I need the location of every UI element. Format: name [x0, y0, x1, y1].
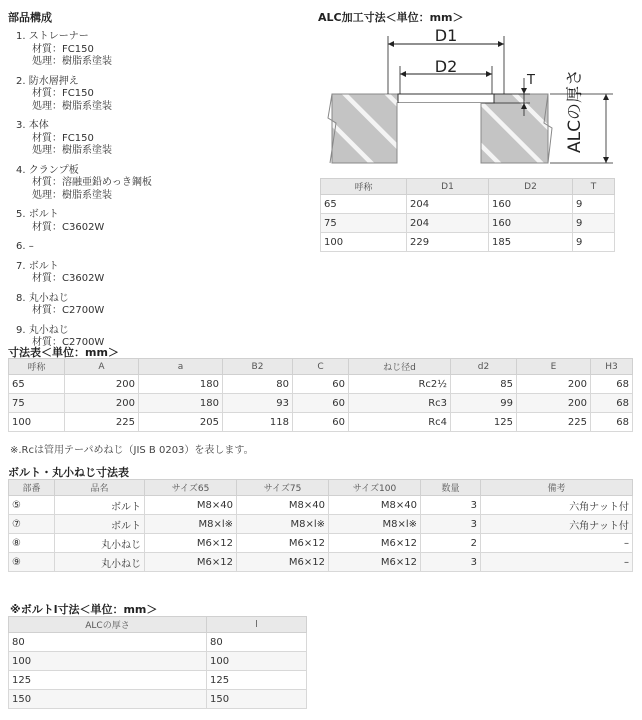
table-cell: 2: [421, 534, 481, 553]
part-detail: 材質：C3602W: [32, 273, 105, 284]
part-item: [16, 76, 308, 114]
table-cell: 68: [591, 375, 633, 394]
table-cell: M8×40: [237, 496, 329, 515]
column-header: d2: [451, 359, 517, 375]
column-header: C: [293, 359, 349, 375]
table-cell: ⑤: [9, 496, 55, 515]
dims-title: 寸法表＜単位：mm＞: [8, 346, 119, 359]
table-cell: 200: [65, 375, 139, 394]
alc-thickness-label: ALCの厚さ: [565, 69, 585, 153]
table-cell: 六角ナット付: [481, 496, 633, 515]
part-detail: 処理：樹脂系塗装: [32, 56, 112, 67]
table-cell: 200: [517, 375, 591, 394]
table-cell: 9: [573, 195, 615, 214]
column-header: ねじ径d: [349, 359, 451, 375]
table-cell: 204: [407, 214, 489, 233]
table-cell: M6×12: [329, 553, 421, 572]
table-cell: 80: [207, 633, 307, 652]
table-cell: M6×12: [329, 534, 421, 553]
boltl-title: ※ボルトl寸法＜単位：mm＞: [10, 603, 158, 616]
alc-table: [320, 178, 615, 252]
table-cell: –: [481, 553, 633, 572]
table-cell: 150: [207, 690, 307, 709]
table-cell: 3: [421, 496, 481, 515]
alc-slab-right: [481, 94, 548, 163]
part-item: [16, 293, 308, 318]
table-cell: M6×12: [237, 553, 329, 572]
part-item: [16, 31, 308, 69]
part-item: [16, 120, 308, 158]
part-label: 2. 防水層押え: [16, 75, 79, 87]
table-cell: 93: [223, 394, 293, 413]
column-header: E: [517, 359, 591, 375]
table-cell: 60: [293, 394, 349, 413]
alc-slab-left: [332, 94, 398, 163]
part-label: 4. クランプ板: [16, 164, 79, 176]
table-row: [9, 633, 307, 652]
column-header: A: [65, 359, 139, 375]
column-header: 数量: [421, 480, 481, 496]
table-row: [9, 652, 307, 671]
table-cell: 185: [489, 233, 573, 252]
table-cell: 60: [293, 413, 349, 432]
column-header: 呼称: [9, 359, 65, 375]
table-cell: 100: [9, 413, 65, 432]
table-cell: 225: [65, 413, 139, 432]
part-label: 1. ストレーナー: [16, 31, 89, 42]
table-cell: Rc2½: [349, 375, 451, 394]
bolts-table: [8, 479, 633, 572]
table-cell: M6×12: [145, 534, 237, 553]
table-cell: 100: [9, 652, 207, 671]
part-detail: 材質：溶融亜鉛めっき鋼板: [32, 177, 152, 188]
d2-label: D2: [434, 57, 458, 76]
d1-label: D1: [434, 28, 458, 45]
table-cell: 180: [139, 394, 223, 413]
table-row: [9, 671, 307, 690]
part-label: 8. 丸小ねじ: [16, 292, 69, 304]
table-cell: 229: [407, 233, 489, 252]
part-label: 7. ボルト: [16, 260, 59, 272]
part-item: [16, 241, 308, 254]
table-cell: ⑧: [9, 534, 55, 553]
table-cell: ボルト: [55, 496, 145, 515]
column-header: 品名: [55, 480, 145, 496]
table-cell: 160: [489, 195, 573, 214]
table-row: [9, 534, 633, 553]
part-detail: 材質：FC150: [32, 132, 94, 144]
part-item: [16, 165, 308, 203]
table-cell: ⑨: [9, 553, 55, 572]
table-cell: 160: [489, 214, 573, 233]
table-cell: 丸小ねじ: [55, 553, 145, 572]
part-label: 9. 丸小ねじ: [16, 324, 69, 336]
table-row: [9, 394, 633, 413]
table-cell: ボルト: [55, 515, 145, 534]
table-cell: 125: [207, 671, 307, 690]
table-row: [9, 496, 633, 515]
table-cell: 68: [591, 394, 633, 413]
table-row: [9, 690, 307, 709]
column-header: サイズ65: [145, 480, 237, 496]
table-cell: M8×l※: [145, 515, 237, 534]
table-cell: Rc3: [349, 394, 451, 413]
column-header: 部番: [9, 480, 55, 496]
table-row: [9, 413, 633, 432]
table-cell: 六角ナット付: [481, 515, 633, 534]
table-cell: 125: [451, 413, 517, 432]
table-cell: 3: [421, 515, 481, 534]
table-cell: 85: [451, 375, 517, 394]
dims-note: ※.Rcは管用テーパめねじ（JIS B 0203）を表します。: [10, 445, 254, 456]
table-row: [9, 375, 633, 394]
table-cell: 225: [517, 413, 591, 432]
table-cell: 75: [9, 394, 65, 413]
table-cell: ⑦: [9, 515, 55, 534]
table-cell: 80: [9, 633, 207, 652]
alc-title: ALC加工寸法＜単位：mm＞: [318, 11, 464, 24]
column-header: H3: [591, 359, 633, 375]
recess-outline: [398, 94, 494, 103]
table-cell: 65: [9, 375, 65, 394]
table-cell: M8×l※: [329, 515, 421, 534]
table-cell: 205: [139, 413, 223, 432]
parts-section: [8, 9, 308, 357]
table-row: [321, 195, 615, 214]
part-detail: 処理：樹脂系塗装: [32, 145, 112, 156]
table-cell: 200: [65, 394, 139, 413]
table-cell: M8×40: [145, 496, 237, 515]
column-header: 備考: [481, 480, 633, 496]
table-cell: M6×12: [145, 553, 237, 572]
column-header: サイズ75: [237, 480, 329, 496]
part-item: [16, 261, 308, 286]
table-cell: 100: [321, 233, 407, 252]
table-cell: 180: [139, 375, 223, 394]
table-row: [321, 214, 615, 233]
column-header: D2: [489, 179, 573, 195]
table-cell: –: [481, 534, 633, 553]
bolts-title: ボルト・丸小ねじ寸法表: [8, 466, 129, 479]
dims-table: [8, 358, 633, 432]
boltl-table: [8, 616, 307, 709]
table-cell: 100: [207, 652, 307, 671]
part-detail: 処理：樹脂系塗装: [32, 100, 112, 112]
table-cell: 丸小ねじ: [55, 534, 145, 553]
column-header: B2: [223, 359, 293, 375]
column-header: T: [573, 179, 615, 195]
alc-cross-section-diagram: [318, 28, 618, 173]
table-cell: 118: [223, 413, 293, 432]
table-cell: M8×l※: [237, 515, 329, 534]
parts-list: [16, 31, 308, 350]
table-cell: Rc4: [349, 413, 451, 432]
t-label: T: [527, 73, 535, 88]
column-header: a: [139, 359, 223, 375]
column-header: D1: [407, 179, 489, 195]
table-cell: 200: [517, 394, 591, 413]
table-cell: 150: [9, 690, 207, 709]
part-item: [16, 209, 308, 234]
part-detail: 材質：C2700W: [32, 337, 105, 348]
part-detail: 処理：樹脂系塗装: [32, 189, 112, 201]
table-row: [9, 553, 633, 572]
table-cell: 68: [591, 413, 633, 432]
table-row: [321, 233, 615, 252]
part-detail: 材質：C2700W: [32, 305, 105, 316]
part-detail: 材質：FC150: [32, 88, 94, 99]
table-cell: 3: [421, 553, 481, 572]
table-cell: 80: [223, 375, 293, 394]
table-cell: 204: [407, 195, 489, 214]
part-label: 3. 本体: [16, 120, 49, 131]
table-cell: 60: [293, 375, 349, 394]
part-detail: 材質：C3602W: [32, 221, 105, 233]
column-header: サイズ100: [329, 480, 421, 496]
table-cell: 99: [451, 394, 517, 413]
part-label: 5. ボルト: [16, 209, 59, 220]
table-cell: 75: [321, 214, 407, 233]
parts-title: 部品構成: [8, 11, 52, 24]
column-header: 呼称: [321, 179, 407, 195]
table-row: [9, 515, 633, 534]
column-header: ALCの厚さ: [9, 617, 207, 633]
table-cell: M6×12: [237, 534, 329, 553]
part-detail: 材質：FC150: [32, 43, 94, 55]
table-cell: 65: [321, 195, 407, 214]
column-header: l: [207, 617, 307, 633]
table-cell: M8×40: [329, 496, 421, 515]
table-cell: 9: [573, 233, 615, 252]
table-cell: 125: [9, 671, 207, 690]
table-cell: 9: [573, 214, 615, 233]
part-label: 6. –: [16, 241, 34, 252]
